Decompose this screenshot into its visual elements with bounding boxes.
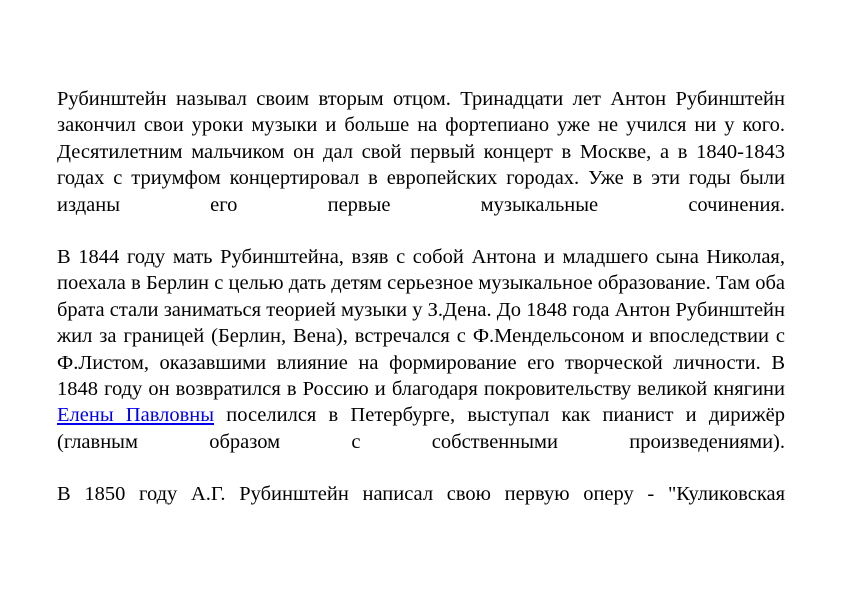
elena-pavlovna-link[interactable]: Елены Павловны xyxy=(57,404,215,427)
paragraph-2 xyxy=(57,244,785,455)
paragraph-2-text-end: поселился в Петербурге, выступал как пианист и дирижёр (главным образом с собственными произведениями). xyxy=(57,404,785,453)
paragraph-1: Рубинштейн называл своим вторым отцом. Тринадцати лет Антон Рубинштейн закончил свои уроки музыки и больше на фортепиано уже не учился ни у кого. Десятилетним мальчиком он дал свой первый концерт в Москве, а в 1840-1843 годах с триумфом концертировал в европейских городах. Уже в эти годы были изданы его первые музыкальные сочинения. xyxy=(57,88,785,216)
document-page xyxy=(57,86,785,508)
paragraph-2-text-start: В 1844 году мать Рубинштейна, взяв с собой Антона и младшего сына Николая, поехала в Берлин с целью дать детям серьезное музыкальное образование. Там оба брата стали заниматься теорией музыки у З.Дена. До 1848 года Антон Рубинштейн жил за границей (Берлин, Вена), встречался с Ф.Мендельсоном и впоследствии с Ф.Листом, оказавшими влияние на формирование его творческой личности. В 1848 году он возвратился в Россию и благодаря покровительству великой княгини xyxy=(57,246,785,401)
paragraph-3: В 1850 году А.Г. Рубинштейн написал свою первую оперу - "Куликовская xyxy=(57,483,785,506)
